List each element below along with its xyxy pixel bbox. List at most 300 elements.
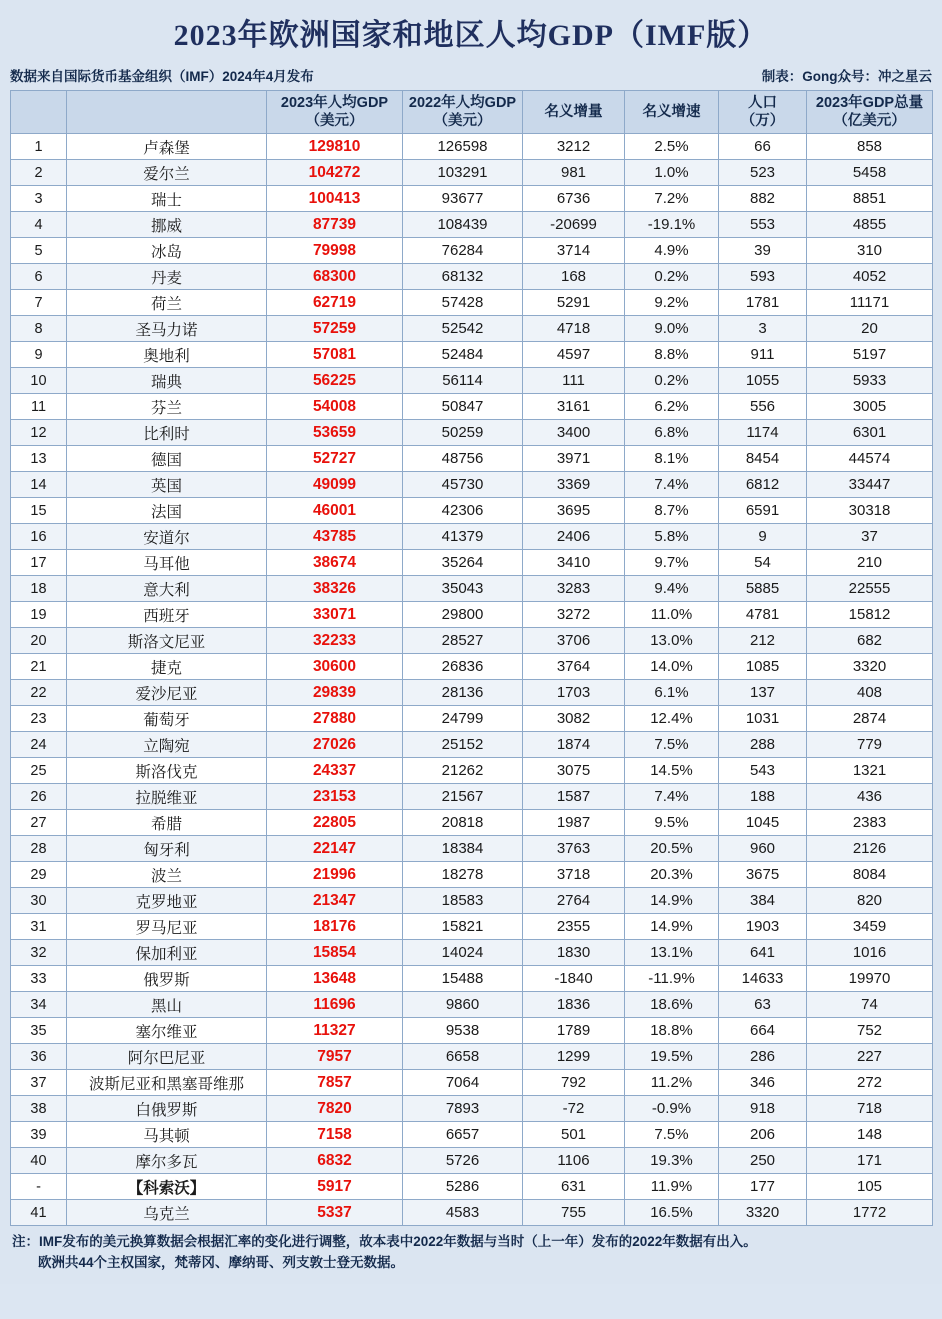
cell-increase: 1987 xyxy=(523,810,625,836)
cell-growth: 18.6% xyxy=(625,992,719,1018)
cell-gdp2023: 33071 xyxy=(267,602,403,628)
cell-gdp2023: 27026 xyxy=(267,732,403,758)
cell-increase: 792 xyxy=(523,1070,625,1096)
table-row xyxy=(11,706,933,732)
column-header-total xyxy=(807,91,933,134)
cell-total: 3320 xyxy=(807,654,933,680)
cell-total: 37 xyxy=(807,524,933,550)
cell-population: 8454 xyxy=(719,446,807,472)
cell-rank: 33 xyxy=(11,966,67,992)
column-header-population-line1: 人口 xyxy=(748,95,777,111)
cell-total: 4052 xyxy=(807,264,933,290)
cell-gdp2022: 41379 xyxy=(403,524,523,550)
cell-increase: 3718 xyxy=(523,862,625,888)
cell-growth: 9.4% xyxy=(625,576,719,602)
cell-population: 3320 xyxy=(719,1200,807,1226)
cell-population: 556 xyxy=(719,394,807,420)
cell-population: 188 xyxy=(719,784,807,810)
cell-population: 39 xyxy=(719,238,807,264)
cell-growth: 8.1% xyxy=(625,446,719,472)
cell-gdp2022: 18583 xyxy=(403,888,523,914)
cell-country: 冰岛 xyxy=(67,238,267,264)
cell-population: 4781 xyxy=(719,602,807,628)
table-header xyxy=(11,91,933,134)
cell-rank: 11 xyxy=(11,394,67,420)
cell-rank: 17 xyxy=(11,550,67,576)
cell-growth: -19.1% xyxy=(625,212,719,238)
cell-country: 英国 xyxy=(67,472,267,498)
cell-total: 408 xyxy=(807,680,933,706)
cell-total: 5458 xyxy=(807,160,933,186)
cell-growth: 14.5% xyxy=(625,758,719,784)
cell-growth: 20.3% xyxy=(625,862,719,888)
cell-growth: 14.0% xyxy=(625,654,719,680)
cell-country: 芬兰 xyxy=(67,394,267,420)
cell-rank: 29 xyxy=(11,862,67,888)
cell-country: 白俄罗斯 xyxy=(67,1096,267,1122)
cell-increase: 2355 xyxy=(523,914,625,940)
cell-gdp2022: 28136 xyxy=(403,680,523,706)
table-row xyxy=(11,1070,933,1096)
cell-country: 波兰 xyxy=(67,862,267,888)
cell-increase: 3714 xyxy=(523,238,625,264)
cell-country: 奥地利 xyxy=(67,342,267,368)
cell-total: 1321 xyxy=(807,758,933,784)
cell-gdp2023: 23153 xyxy=(267,784,403,810)
cell-gdp2023: 7857 xyxy=(267,1070,403,1096)
cell-gdp2023: 11696 xyxy=(267,992,403,1018)
cell-growth: 20.5% xyxy=(625,836,719,862)
cell-population: 384 xyxy=(719,888,807,914)
cell-gdp2022: 108439 xyxy=(403,212,523,238)
cell-rank: 23 xyxy=(11,706,67,732)
cell-gdp2023: 87739 xyxy=(267,212,403,238)
cell-growth: 9.7% xyxy=(625,550,719,576)
cell-total: 272 xyxy=(807,1070,933,1096)
cell-gdp2023: 53659 xyxy=(267,420,403,446)
cell-population: 54 xyxy=(719,550,807,576)
cell-increase: 1299 xyxy=(523,1044,625,1070)
table-row xyxy=(11,576,933,602)
cell-country: 波斯尼亚和黑塞哥维那 xyxy=(67,1070,267,1096)
cell-population: 6591 xyxy=(719,498,807,524)
cell-total: 820 xyxy=(807,888,933,914)
cell-population: 66 xyxy=(719,134,807,160)
cell-population: 1085 xyxy=(719,654,807,680)
table-row xyxy=(11,940,933,966)
cell-rank: 8 xyxy=(11,316,67,342)
cell-gdp2023: 7820 xyxy=(267,1096,403,1122)
cell-gdp2023: 49099 xyxy=(267,472,403,498)
cell-gdp2023: 38326 xyxy=(267,576,403,602)
cell-population: 664 xyxy=(719,1018,807,1044)
cell-total: 19970 xyxy=(807,966,933,992)
cell-rank: 31 xyxy=(11,914,67,940)
credit-note: 制表：Gong众号：冲之星云 xyxy=(761,69,932,84)
cell-rank: 20 xyxy=(11,628,67,654)
table-row xyxy=(11,394,933,420)
column-header-total-line2: （亿美元） xyxy=(833,113,906,130)
column-header-population xyxy=(719,91,807,134)
cell-gdp2022: 7893 xyxy=(403,1096,523,1122)
cell-increase: -72 xyxy=(523,1096,625,1122)
cell-gdp2023: 57081 xyxy=(267,342,403,368)
cell-country: 保加利亚 xyxy=(67,940,267,966)
cell-gdp2022: 93677 xyxy=(403,186,523,212)
cell-country: 立陶宛 xyxy=(67,732,267,758)
cell-growth: 6.2% xyxy=(625,394,719,420)
cell-increase: 3212 xyxy=(523,134,625,160)
cell-country: 拉脱维亚 xyxy=(67,784,267,810)
cell-total: 436 xyxy=(807,784,933,810)
cell-country: 挪威 xyxy=(67,212,267,238)
cell-gdp2023: 79998 xyxy=(267,238,403,264)
table-row xyxy=(11,680,933,706)
cell-increase: 3161 xyxy=(523,394,625,420)
column-header-total-line1: 2023年GDP总量 xyxy=(815,95,924,111)
cell-total: 3459 xyxy=(807,914,933,940)
cell-increase: 3764 xyxy=(523,654,625,680)
footer-note xyxy=(0,1226,942,1284)
cell-population: 543 xyxy=(719,758,807,784)
cell-gdp2023: 22805 xyxy=(267,810,403,836)
cell-total: 15812 xyxy=(807,602,933,628)
cell-country: 俄罗斯 xyxy=(67,966,267,992)
cell-population: 1045 xyxy=(719,810,807,836)
cell-rank: 22 xyxy=(11,680,67,706)
cell-increase: 1106 xyxy=(523,1148,625,1174)
cell-total: 310 xyxy=(807,238,933,264)
cell-gdp2023: 32233 xyxy=(267,628,403,654)
table-row xyxy=(11,212,933,238)
cell-gdp2023: 15854 xyxy=(267,940,403,966)
cell-growth: 8.7% xyxy=(625,498,719,524)
cell-gdp2022: 9538 xyxy=(403,1018,523,1044)
cell-total: 20 xyxy=(807,316,933,342)
column-header-gdp2022-line2: （美元） xyxy=(433,113,492,130)
cell-gdp2023: 57259 xyxy=(267,316,403,342)
cell-country: 爱沙尼亚 xyxy=(67,680,267,706)
cell-rank: 3 xyxy=(11,186,67,212)
cell-gdp2023: 52727 xyxy=(267,446,403,472)
cell-total: 3005 xyxy=(807,394,933,420)
table-row xyxy=(11,654,933,680)
cell-increase: 1789 xyxy=(523,1018,625,1044)
column-header-growth: 名义增速 xyxy=(625,91,719,134)
table-row xyxy=(11,134,933,160)
table-row xyxy=(11,1096,933,1122)
cell-country: 丹麦 xyxy=(67,264,267,290)
cell-gdp2023: 38674 xyxy=(267,550,403,576)
table-row xyxy=(11,342,933,368)
cell-gdp2022: 24799 xyxy=(403,706,523,732)
cell-rank: 4 xyxy=(11,212,67,238)
cell-gdp2022: 50847 xyxy=(403,394,523,420)
cell-rank: 38 xyxy=(11,1096,67,1122)
cell-population: 177 xyxy=(719,1174,807,1200)
cell-growth: 14.9% xyxy=(625,914,719,940)
table-row xyxy=(11,836,933,862)
cell-population: 3 xyxy=(719,316,807,342)
cell-increase: 1587 xyxy=(523,784,625,810)
cell-gdp2022: 6657 xyxy=(403,1122,523,1148)
cell-increase: -20699 xyxy=(523,212,625,238)
cell-rank: 36 xyxy=(11,1044,67,1070)
table-row xyxy=(11,1044,933,1070)
cell-growth: 11.0% xyxy=(625,602,719,628)
column-header-rank xyxy=(11,91,67,134)
cell-population: 1031 xyxy=(719,706,807,732)
cell-total: 30318 xyxy=(807,498,933,524)
table-row xyxy=(11,368,933,394)
cell-gdp2022: 9860 xyxy=(403,992,523,1018)
cell-gdp2022: 18384 xyxy=(403,836,523,862)
cell-increase: 2406 xyxy=(523,524,625,550)
cell-total: 6301 xyxy=(807,420,933,446)
cell-rank: 41 xyxy=(11,1200,67,1226)
cell-total: 5197 xyxy=(807,342,933,368)
cell-gdp2022: 103291 xyxy=(403,160,523,186)
cell-rank: 12 xyxy=(11,420,67,446)
cell-total: 171 xyxy=(807,1148,933,1174)
cell-rank: 10 xyxy=(11,368,67,394)
cell-rank: 19 xyxy=(11,602,67,628)
cell-country: 克罗地亚 xyxy=(67,888,267,914)
cell-growth: 11.9% xyxy=(625,1174,719,1200)
table-row xyxy=(11,966,933,992)
cell-total: 2383 xyxy=(807,810,933,836)
column-header-gdp2023 xyxy=(267,91,403,134)
cell-country: 罗马尼亚 xyxy=(67,914,267,940)
cell-increase: 755 xyxy=(523,1200,625,1226)
cell-rank: 13 xyxy=(11,446,67,472)
cell-growth: 18.8% xyxy=(625,1018,719,1044)
table-row xyxy=(11,1200,933,1226)
cell-country: 比利时 xyxy=(67,420,267,446)
cell-gdp2022: 48756 xyxy=(403,446,523,472)
cell-population: 14633 xyxy=(719,966,807,992)
column-header-gdp2022 xyxy=(403,91,523,134)
cell-gdp2022: 50259 xyxy=(403,420,523,446)
cell-gdp2022: 56114 xyxy=(403,368,523,394)
table-row xyxy=(11,1174,933,1200)
cell-increase: 3410 xyxy=(523,550,625,576)
cell-population: 960 xyxy=(719,836,807,862)
cell-gdp2023: 129810 xyxy=(267,134,403,160)
cell-gdp2023: 22147 xyxy=(267,836,403,862)
cell-total: 1016 xyxy=(807,940,933,966)
cell-growth: 7.4% xyxy=(625,784,719,810)
cell-gdp2023: 56225 xyxy=(267,368,403,394)
cell-growth: 4.9% xyxy=(625,238,719,264)
column-header-population-line2: （万） xyxy=(740,113,785,130)
cell-country: 阿尔巴尼亚 xyxy=(67,1044,267,1070)
cell-increase: 501 xyxy=(523,1122,625,1148)
cell-population: 3675 xyxy=(719,862,807,888)
cell-rank: 5 xyxy=(11,238,67,264)
cell-increase: 3400 xyxy=(523,420,625,446)
cell-growth: 13.0% xyxy=(625,628,719,654)
cell-growth: 7.5% xyxy=(625,1122,719,1148)
cell-gdp2023: 54008 xyxy=(267,394,403,420)
table-row xyxy=(11,784,933,810)
cell-rank: 7 xyxy=(11,290,67,316)
cell-total: 8851 xyxy=(807,186,933,212)
cell-rank: 37 xyxy=(11,1070,67,1096)
table-row xyxy=(11,1148,933,1174)
cell-growth: 7.5% xyxy=(625,732,719,758)
cell-increase: 3082 xyxy=(523,706,625,732)
cell-growth: 7.4% xyxy=(625,472,719,498)
cell-increase: 6736 xyxy=(523,186,625,212)
cell-population: 553 xyxy=(719,212,807,238)
cell-total: 33447 xyxy=(807,472,933,498)
cell-growth: 9.2% xyxy=(625,290,719,316)
cell-country: 瑞典 xyxy=(67,368,267,394)
cell-gdp2022: 42306 xyxy=(403,498,523,524)
cell-gdp2022: 14024 xyxy=(403,940,523,966)
cell-gdp2023: 46001 xyxy=(267,498,403,524)
cell-population: 346 xyxy=(719,1070,807,1096)
gdp-table xyxy=(10,90,933,1226)
cell-gdp2023: 29839 xyxy=(267,680,403,706)
cell-country: 匈牙利 xyxy=(67,836,267,862)
cell-country: 希腊 xyxy=(67,810,267,836)
cell-rank: 40 xyxy=(11,1148,67,1174)
table-row xyxy=(11,186,933,212)
cell-population: 286 xyxy=(719,1044,807,1070)
cell-population: 593 xyxy=(719,264,807,290)
cell-gdp2023: 7957 xyxy=(267,1044,403,1070)
cell-gdp2022: 26836 xyxy=(403,654,523,680)
cell-gdp2022: 57428 xyxy=(403,290,523,316)
table-body xyxy=(11,134,933,1226)
cell-population: 641 xyxy=(719,940,807,966)
cell-increase: 631 xyxy=(523,1174,625,1200)
cell-growth: 16.5% xyxy=(625,1200,719,1226)
cell-rank: 15 xyxy=(11,498,67,524)
cell-increase: 2764 xyxy=(523,888,625,914)
cell-population: 288 xyxy=(719,732,807,758)
cell-gdp2022: 21567 xyxy=(403,784,523,810)
cell-increase: 3695 xyxy=(523,498,625,524)
cell-gdp2023: 30600 xyxy=(267,654,403,680)
cell-gdp2022: 35264 xyxy=(403,550,523,576)
cell-gdp2022: 15488 xyxy=(403,966,523,992)
cell-rank: 26 xyxy=(11,784,67,810)
cell-growth: 9.0% xyxy=(625,316,719,342)
cell-growth: -11.9% xyxy=(625,966,719,992)
footer-note-line2: 欧洲共44个主权国家，梵蒂冈、摩纳哥、列支敦士登无数据。 xyxy=(38,1255,405,1271)
table-row xyxy=(11,316,933,342)
table-row xyxy=(11,1018,933,1044)
cell-gdp2023: 27880 xyxy=(267,706,403,732)
cell-total: 210 xyxy=(807,550,933,576)
cell-growth: 6.1% xyxy=(625,680,719,706)
cell-rank: 27 xyxy=(11,810,67,836)
cell-country: 马其顿 xyxy=(67,1122,267,1148)
cell-gdp2022: 4583 xyxy=(403,1200,523,1226)
cell-increase: 3971 xyxy=(523,446,625,472)
cell-country: 塞尔维亚 xyxy=(67,1018,267,1044)
cell-country: 西班牙 xyxy=(67,602,267,628)
cell-gdp2022: 6658 xyxy=(403,1044,523,1070)
cell-gdp2022: 45730 xyxy=(403,472,523,498)
cell-country: 乌克兰 xyxy=(67,1200,267,1226)
cell-rank: 35 xyxy=(11,1018,67,1044)
page-title: 2023年欧洲国家和地区人均GDP（IMF版） xyxy=(173,19,769,52)
cell-population: 911 xyxy=(719,342,807,368)
cell-growth: 5.8% xyxy=(625,524,719,550)
cell-gdp2022: 126598 xyxy=(403,134,523,160)
cell-gdp2023: 21347 xyxy=(267,888,403,914)
cell-country: 法国 xyxy=(67,498,267,524)
cell-rank: 1 xyxy=(11,134,67,160)
cell-total: 682 xyxy=(807,628,933,654)
cell-total: 4855 xyxy=(807,212,933,238)
cell-increase: 4597 xyxy=(523,342,625,368)
cell-rank: 18 xyxy=(11,576,67,602)
cell-total: 718 xyxy=(807,1096,933,1122)
cell-rank: - xyxy=(11,1174,67,1200)
cell-gdp2023: 62719 xyxy=(267,290,403,316)
table-row xyxy=(11,992,933,1018)
cell-increase: 1836 xyxy=(523,992,625,1018)
cell-gdp2023: 5917 xyxy=(267,1174,403,1200)
cell-rank: 16 xyxy=(11,524,67,550)
cell-rank: 14 xyxy=(11,472,67,498)
cell-rank: 2 xyxy=(11,160,67,186)
source-credit-bar xyxy=(0,62,942,90)
column-header-country xyxy=(67,91,267,134)
cell-increase: 5291 xyxy=(523,290,625,316)
table-row xyxy=(11,290,933,316)
table-row xyxy=(11,888,933,914)
cell-gdp2022: 76284 xyxy=(403,238,523,264)
cell-gdp2022: 15821 xyxy=(403,914,523,940)
cell-gdp2022: 52542 xyxy=(403,316,523,342)
cell-growth: 13.1% xyxy=(625,940,719,966)
cell-growth: 14.9% xyxy=(625,888,719,914)
cell-total: 44574 xyxy=(807,446,933,472)
cell-gdp2022: 5286 xyxy=(403,1174,523,1200)
cell-increase: 111 xyxy=(523,368,625,394)
cell-gdp2022: 21262 xyxy=(403,758,523,784)
cell-growth: 0.2% xyxy=(625,368,719,394)
cell-rank: 28 xyxy=(11,836,67,862)
cell-gdp2022: 20818 xyxy=(403,810,523,836)
cell-country: 圣马力诺 xyxy=(67,316,267,342)
cell-rank: 24 xyxy=(11,732,67,758)
cell-increase: 1830 xyxy=(523,940,625,966)
footer-note-line1: 注：IMF发布的美元换算数据会根据汇率的变化进行调整，故本表中2022年数据与当时（上一年）发布的2022年数据有出入。 xyxy=(12,1234,757,1250)
table-row xyxy=(11,160,933,186)
cell-total: 752 xyxy=(807,1018,933,1044)
cell-country: 卢森堡 xyxy=(67,134,267,160)
cell-population: 206 xyxy=(719,1122,807,1148)
cell-total: 2126 xyxy=(807,836,933,862)
cell-rank: 25 xyxy=(11,758,67,784)
cell-total: 227 xyxy=(807,1044,933,1070)
cell-country: 摩尔多瓦 xyxy=(67,1148,267,1174)
cell-increase: 3706 xyxy=(523,628,625,654)
cell-rank: 30 xyxy=(11,888,67,914)
cell-growth: 7.2% xyxy=(625,186,719,212)
cell-total: 779 xyxy=(807,732,933,758)
table-row xyxy=(11,862,933,888)
cell-increase: 3763 xyxy=(523,836,625,862)
column-header-increase: 名义增量 xyxy=(523,91,625,134)
